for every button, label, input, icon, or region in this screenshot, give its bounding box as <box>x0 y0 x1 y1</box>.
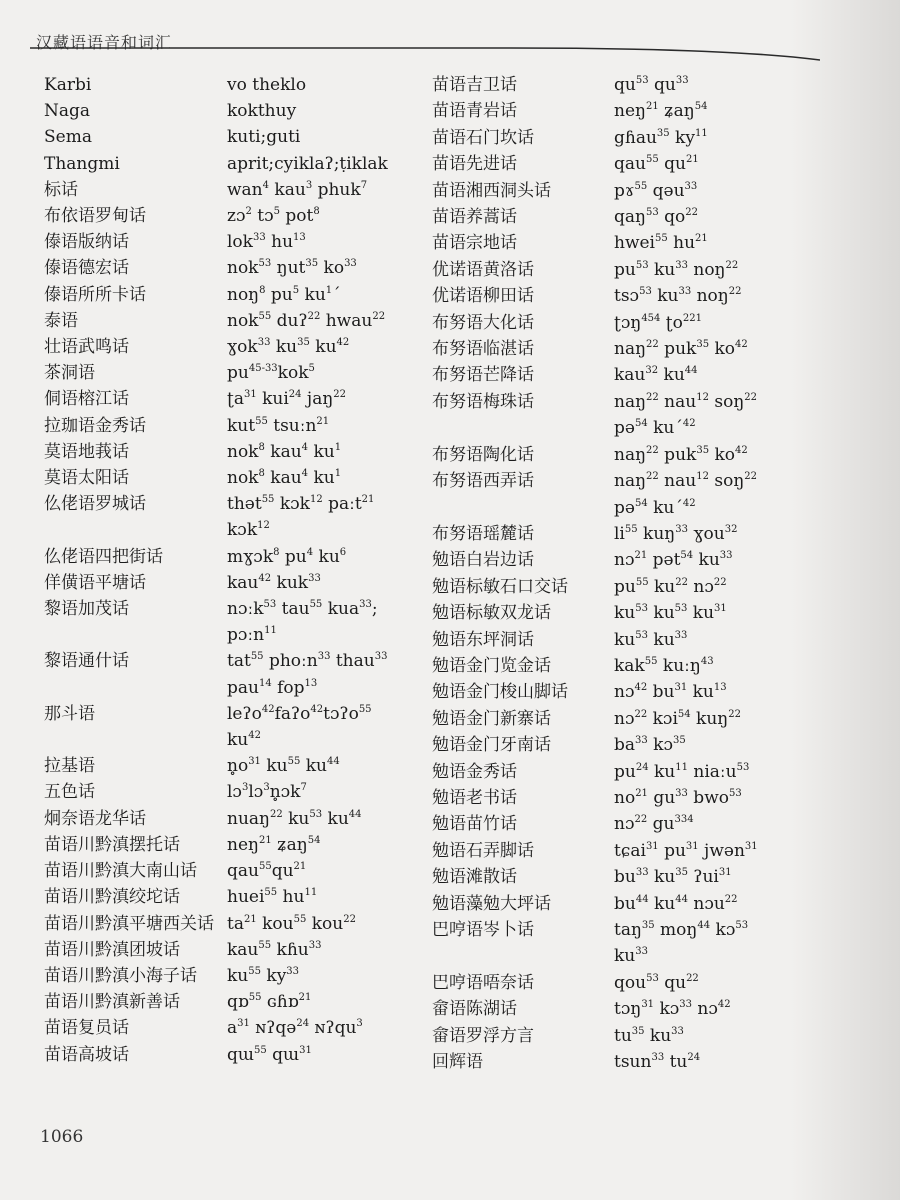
word-entry <box>44 701 404 727</box>
word-entry <box>432 547 872 573</box>
word-form: tat$^{55}$ phoːn$^{33}$ thau$^{33}$ <box>227 651 388 672</box>
word-form: nɔ$^{22}$ kɔi$^{54}$ kuŋ$^{22}$ <box>614 708 741 729</box>
word-entry <box>432 257 872 283</box>
word-form: wan$^4$ kau$^3$ phuk$^7$ <box>227 179 368 200</box>
word-form: nok$^8$ kau$^4$ $ku^1$ <box>227 468 342 489</box>
word-form: ɣok$^{33}$ $ku^{35}$ $ku^{42}$ <box>227 337 350 358</box>
language-name: 勉语白岩边话 <box>432 550 534 571</box>
language-name: 茶洞语 <box>44 363 95 384</box>
word-form: qɯ$^{55}$ qɯ$^{31}$ <box>227 1044 312 1065</box>
language-name: 巴哼语唔奈话 <box>432 972 534 993</box>
word-form: naŋ$^{22}$ puk$^{35}$ $ko^{42}$ <box>614 444 748 465</box>
word-entry <box>44 491 404 517</box>
word-entry <box>44 570 404 596</box>
language-name: 布努语芒降话 <box>432 365 534 386</box>
word-entry <box>44 203 404 229</box>
word-form: $bu^{44}$ $ku^{44}$ nɔu$^{22}$ <box>614 893 738 914</box>
word-form: naŋ$^{22}$ puk$^{35}$ $ko^{42}$ <box>614 339 748 360</box>
word-entry <box>44 544 404 570</box>
language-name: 回辉语 <box>432 1052 483 1073</box>
language-name: 优诺语黄洛话 <box>432 259 534 280</box>
word-form: kak$^{55}$ kuːŋ$^{43}$ <box>614 655 714 676</box>
word-entry <box>432 151 872 177</box>
word-form: qau$^{55}$ $qu^{21}$ <box>614 154 699 175</box>
word-form: tsun$^{33}$ $tu^{24}$ <box>614 1052 701 1073</box>
language-name: 苗语先进话 <box>432 154 517 175</box>
language-name: 布努语陶化话 <box>432 444 534 465</box>
word-entry <box>432 468 872 494</box>
language-name: 勉语苗竹话 <box>432 814 517 835</box>
language-name: 苗语川黔滇新善话 <box>44 992 180 1013</box>
word-form: $no^{21}$ $gu^{33}$ bwo$^{53}$ <box>614 787 742 808</box>
word-entry <box>44 1015 404 1041</box>
language-name: 苗语青岩话 <box>432 101 517 122</box>
word-entry <box>44 282 404 308</box>
word-form: gɦau$^{35}$ $ky^{11}$ <box>614 127 708 148</box>
word-entry <box>44 98 404 124</box>
language-name: 傣语德宏话 <box>44 258 129 279</box>
language-name: 勉语标敏石口交话 <box>432 576 568 597</box>
language-name: Sema <box>44 127 92 148</box>
language-name: 勉语金门新寨话 <box>432 708 551 729</box>
word-form: naŋ$^{22}$ nau$^{12}$ soŋ$^{22}$ <box>614 471 757 492</box>
word-form: $pu^{53}$ $ku^{33}$ noŋ$^{22}$ <box>614 259 739 280</box>
language-name: 仫佬语罗城话 <box>44 494 146 515</box>
word-entry <box>432 706 872 732</box>
word-entry <box>432 627 872 653</box>
word-entry <box>432 1023 872 1049</box>
word-entry <box>44 151 404 177</box>
word-entry <box>432 283 872 309</box>
language-name: 布努语梅珠话 <box>432 391 534 412</box>
word-form: $ku^{53}$ $ku^{53}$ $ku^{31}$ <box>614 603 727 624</box>
language-name: 勉语藻勉大坪话 <box>432 893 551 914</box>
word-entry <box>44 177 404 203</box>
word-form: $ku^{53}$ $ku^{33}$ <box>614 629 688 650</box>
word-form: thət$^{55}$ kɔk$^{12}$ paːt$^{21}$ <box>227 494 375 515</box>
word-form: kau$^{55}$ kɦu$^{33}$ <box>227 939 322 960</box>
word-entry <box>432 204 872 230</box>
word-form: ʈa$^{31}$ kui$^{24}$ jaŋ$^{22}$ <box>227 389 347 410</box>
language-name: 苗语石门坎话 <box>432 127 534 148</box>
word-form: kau$^{32}$ $ku^{44}$ <box>614 365 698 386</box>
word-form: tɕai$^{31}$ $pu^{31}$ jwən$^{31}$ <box>614 840 758 861</box>
word-form: $tu^{35}$ $ku^{33}$ <box>614 1025 684 1046</box>
word-form: pɤ$^{55}$ qəu$^{33}$ <box>614 180 698 201</box>
word-entry <box>44 413 404 439</box>
word-form: taŋ$^{35}$ moŋ$^{44}$ kɔ$^{53}$ <box>614 920 749 940</box>
word-form: $ku^{33}$ <box>614 946 648 967</box>
word-form: mɣɔk$^8$ $pu^4$ $ku^6$ <box>227 546 347 567</box>
language-name: 莫语地莪话 <box>44 441 129 462</box>
word-entry <box>44 360 404 386</box>
word-entry <box>432 996 872 1022</box>
word-form: qɒ$^{55}$ ɢɦɒ$^{21}$ <box>227 992 312 1013</box>
word-entry <box>44 806 404 832</box>
word-form: qaŋ$^{53}$ $qo^{22}$ <box>614 207 698 228</box>
word-entry <box>432 679 872 705</box>
word-form: pau$^{14}$ fop$^{13}$ <box>227 677 318 698</box>
language-name: 布努语大化话 <box>432 312 534 333</box>
language-name: 炯奈语龙华话 <box>44 808 146 829</box>
word-entry <box>432 310 872 336</box>
word-form: zɔ$^2$ tɔ$^5$ pot$^8$ <box>227 206 320 227</box>
word-entry <box>432 230 872 256</box>
word-entry <box>44 911 404 937</box>
language-name: 勉语石弄脚话 <box>432 840 534 861</box>
word-entry <box>432 600 872 626</box>
language-name: 勉语标敏双龙话 <box>432 603 551 624</box>
word-form: vo theklo <box>227 75 307 95</box>
language-name: 苗语湘西洞头话 <box>432 180 551 201</box>
language-name: 壮语武鸣话 <box>44 337 129 358</box>
word-entry <box>44 229 404 255</box>
language-name: 莫语太阳话 <box>44 468 129 489</box>
word-entry <box>44 334 404 360</box>
header-rule <box>30 42 820 62</box>
word-entry <box>44 465 404 491</box>
language-name: 勉语金门梭山脚话 <box>432 682 568 703</box>
word-form: nuaŋ$^{22}$ $ku^{53}$ $ku^{44}$ <box>227 808 362 829</box>
word-entry <box>432 362 872 388</box>
word-entry <box>432 653 872 679</box>
word-entry <box>432 1049 872 1075</box>
language-name: 黎语加茂话 <box>44 599 129 620</box>
word-entry <box>432 970 872 996</box>
word-form: lok$^{33}$ $hu^{13}$ <box>227 232 306 253</box>
word-entry <box>432 442 872 468</box>
word-entry <box>44 308 404 334</box>
word-entry <box>44 72 404 98</box>
word-form: naŋ$^{22}$ nau$^{12}$ soŋ$^{22}$ <box>614 391 757 412</box>
language-name: 勉语金秀话 <box>432 761 517 782</box>
language-name: 苗语复员话 <box>44 1018 129 1039</box>
language-name: 苗语川黔滇摆托话 <box>44 834 180 855</box>
language-name: 布依语罗甸话 <box>44 206 146 227</box>
word-entry <box>432 785 872 811</box>
language-name: 苗语川黔滇团坡话 <box>44 939 180 960</box>
language-name: 苗语吉卫话 <box>432 75 517 95</box>
word-entry-continuation <box>44 622 404 648</box>
word-form: $bu^{33}$ $ku^{35}$ ʔui$^{31}$ <box>614 867 732 888</box>
language-name: 布努语临湛话 <box>432 339 534 360</box>
word-form: ʈɔŋ$^{454}$ ʈo$^{221}$ <box>614 312 702 333</box>
word-form: $ta^{21}$ kou$^{55}$ kou$^{22}$ <box>227 913 356 934</box>
language-name: Karbi <box>44 75 92 95</box>
language-name: 标话 <box>44 179 78 200</box>
word-entry <box>432 336 872 362</box>
language-name: 巴哼语岑卜话 <box>432 920 534 940</box>
word-entry-continuation <box>432 495 872 521</box>
word-form: neŋ$^{21}$ ʑaŋ$^{54}$ <box>614 101 708 122</box>
word-entry <box>44 884 404 910</box>
language-name: 五色话 <box>44 782 95 803</box>
word-entry <box>44 779 404 805</box>
word-form: $n̥o^{31}$ $ku^{55}$ $ku^{44}$ <box>227 756 340 777</box>
word-form: nɔ$^{22}$ $gu^{334}$ <box>614 814 694 835</box>
language-name: 苗语川黔滇大南山话 <box>44 861 197 882</box>
language-name: 布努语瑶麓话 <box>432 523 534 544</box>
word-form: hwei$^{55}$ $hu^{21}$ <box>614 233 708 254</box>
word-entry <box>432 178 872 204</box>
word-form: nɔ$^{21}$ pət$^{54}$ $ku^{33}$ <box>614 550 733 571</box>
language-name: 畲语陈湖话 <box>432 999 517 1020</box>
word-list-right-column <box>432 72 872 1075</box>
word-entry <box>44 1042 404 1068</box>
word-form: nɔːk$^{53}$ tau$^{55}$ kua$^{33}$; <box>227 599 378 620</box>
language-name: 畲语罗浮方言 <box>432 1025 534 1046</box>
language-name: 仫佬语四把街话 <box>44 546 163 567</box>
language-name: 勉语滩散话 <box>432 867 517 888</box>
word-form: lɔ$^3$lɔ$^3$n̥ɔk$^7$ <box>227 782 307 803</box>
word-entry <box>432 125 872 151</box>
word-form: huei$^{55}$ $hu^{11}$ <box>227 887 318 908</box>
language-name: 苗语川黔滇平塘西关话 <box>44 913 214 934</box>
word-entry <box>432 864 872 890</box>
word-form: $pu^{24}$ $ku^{11}$ niaːu$^{53}$ <box>614 761 750 782</box>
word-form: kuti;guti <box>227 127 301 148</box>
word-list-left-column <box>44 72 404 1068</box>
word-entry <box>44 753 404 779</box>
word-form: $ku^{42}$ <box>227 730 261 751</box>
word-entry <box>44 596 404 622</box>
word-form: $pu^{45-33}kok^5$ <box>227 363 315 384</box>
word-form: $pu^{55}$ $ku^{22}$ nɔ$^{22}$ <box>614 576 727 597</box>
language-name: 拉珈语金秀话 <box>44 415 146 436</box>
word-entry <box>432 389 872 415</box>
word-entry-continuation <box>44 727 404 753</box>
language-name: 侗语榕江话 <box>44 389 129 410</box>
language-name: 佯僙语平塘话 <box>44 572 146 593</box>
word-entry <box>432 917 872 943</box>
language-name: 优诺语柳田话 <box>432 286 534 307</box>
word-form: nɔ$^{42}$ $bu^{31}$ $ku^{13}$ <box>614 682 727 703</box>
word-form: kut$^{55}$ tsuːn$^{21}$ <box>227 415 330 436</box>
word-entry <box>432 72 872 98</box>
word-entry <box>44 255 404 281</box>
word-entry <box>44 989 404 1015</box>
word-form: leʔo$^{42}$faʔo$^{42}$tɔʔo$^{55}$ <box>227 703 372 724</box>
word-form: $qu^{53}$ $qu^{33}$ <box>614 75 689 95</box>
word-entry <box>432 811 872 837</box>
word-form: tsɔ$^{53}$ $ku^{33}$ noŋ$^{22}$ <box>614 286 742 307</box>
language-name: 拉基语 <box>44 756 95 777</box>
language-name: 傣语所所卡话 <box>44 284 146 305</box>
language-name: 苗语川黔滇小海子话 <box>44 965 197 986</box>
word-entry-continuation <box>432 943 872 969</box>
language-name: 苗语宗地话 <box>432 233 517 254</box>
language-name: 黎语通什话 <box>44 651 129 672</box>
word-form: $qau^{55}qu^{21}$ <box>227 861 307 882</box>
language-name: 傣语版纳话 <box>44 232 129 253</box>
language-name: 那斗语 <box>44 703 95 724</box>
running-header-title: 汉藏语语音和词汇 <box>36 33 173 52</box>
word-entry-continuation <box>44 675 404 701</box>
word-form: $ku^{55}$ $ky^{33}$ <box>227 965 300 986</box>
word-form: kau$^{42}$ kuk$^{33}$ <box>227 572 321 593</box>
word-form: nok$^8$ kau$^4$ $ku^1$ <box>227 441 342 462</box>
word-entry <box>432 98 872 124</box>
language-name: 布努语西弄话 <box>432 471 534 492</box>
word-form: qou$^{53}$ $qu^{22}$ <box>614 972 699 993</box>
word-form: aprit;cyiklaʔ;ṭiklak <box>227 153 388 174</box>
page-number: 1066 <box>40 1127 84 1147</box>
word-entry <box>44 386 404 412</box>
word-entry <box>44 832 404 858</box>
word-entry <box>432 838 872 864</box>
language-name: Thangmi <box>44 153 120 174</box>
language-name: 勉语老书话 <box>432 787 517 808</box>
word-entry-continuation <box>44 517 404 543</box>
word-entry <box>44 648 404 674</box>
language-name: 勉语东坪洞话 <box>432 629 534 650</box>
word-entry <box>44 439 404 465</box>
word-form: pə$^{54}$ kuˊ$^{42}$ <box>614 418 696 439</box>
language-name: 苗语养蒿话 <box>432 207 517 228</box>
word-form: kokthuy <box>227 101 297 122</box>
language-name: Naga <box>44 101 91 122</box>
language-name: 苗语川黔滇绞坨话 <box>44 887 180 908</box>
word-entry <box>432 521 872 547</box>
word-form: $li^{55}$ kuŋ$^{33}$ ɣou$^{32}$ <box>614 523 738 544</box>
word-form: $a^{31}$ ɴʔqə$^{24}$ ɴʔqu$^3$ <box>227 1018 363 1039</box>
word-entry <box>44 124 404 150</box>
word-entry <box>44 937 404 963</box>
word-form: pə$^{54}$ kuˊ$^{42}$ <box>614 497 696 518</box>
language-name: 勉语金门览金话 <box>432 655 551 676</box>
word-entry <box>432 574 872 600</box>
word-entry-continuation <box>432 415 872 441</box>
word-entry <box>432 732 872 758</box>
word-entry <box>432 759 872 785</box>
language-name: 苗语高坡话 <box>44 1044 129 1065</box>
word-form: kɔk$^{12}$ <box>227 520 270 541</box>
language-name: 勉语金门牙南话 <box>432 735 551 756</box>
word-entry <box>432 891 872 917</box>
word-form: noŋ$^8$ $pu^5$ $ku^1ˊ$ <box>227 284 341 305</box>
word-entry <box>44 963 404 989</box>
word-form: neŋ$^{21}$ ʑaŋ$^{54}$ <box>227 834 321 855</box>
word-form: $ba^{33}$ kɔ$^{35}$ <box>614 735 686 756</box>
word-form: nok$^{55}$ duʔ$^{22}$ hwau$^{22}$ <box>227 310 386 331</box>
language-name: 泰语 <box>44 310 78 331</box>
word-entry <box>44 858 404 884</box>
word-form: pɔːn$^{11}$ <box>227 625 277 646</box>
word-form: tɔŋ$^{31}$ kɔ$^{33}$ nɔ$^{42}$ <box>614 999 731 1020</box>
word-form: nok$^{53}$ ŋut$^{35}$ $ko^{33}$ <box>227 258 357 279</box>
